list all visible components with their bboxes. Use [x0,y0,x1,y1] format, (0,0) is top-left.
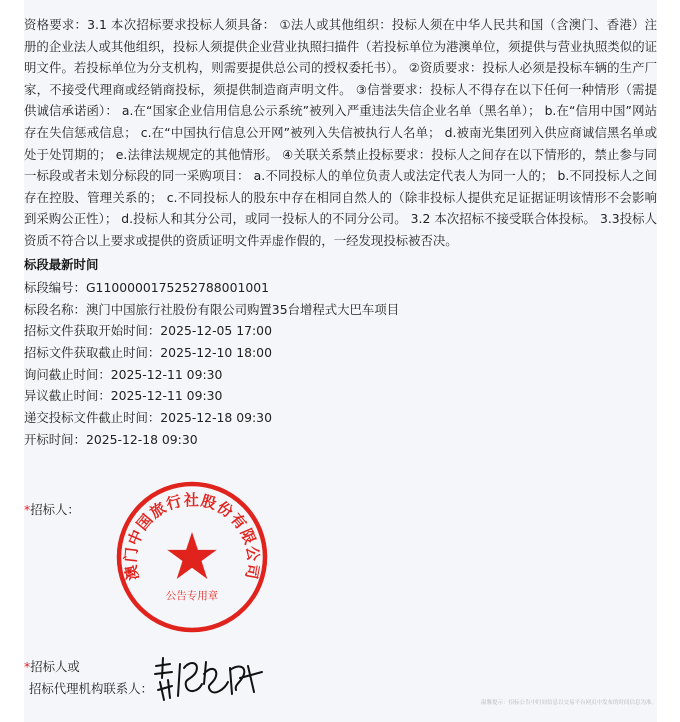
field-lot-number: 标段编号：G1100000175252788001001 [24,280,269,295]
required-star: * [24,502,31,517]
handwritten-signature [150,654,266,704]
tenderer-label-text: 招标人： [30,502,80,517]
footnote: 温馨提示：招标公告中时间信息以交易平台网页中发布的时间信息为准。 [480,700,657,706]
official-seal [113,478,271,636]
field-doc-end-time: 招标文件获取截止时间：2025-12-10 18:00 [24,345,272,360]
field-submission-deadline: 递交投标文件截止时间：2025-12-18 09:30 [24,410,272,425]
tenderer-label [24,500,80,518]
field-lot-name: 标段名称：澳门中国旅行社股份有限公司购置35台增程式大巴车项目 [24,302,400,317]
contact-label-line1: 招标人或 [30,659,80,674]
qualification-requirements: 资格要求：3.1 本次招标要求投标人须具备： ①法人或其他组织：投标人须在中华人民共和国（含澳门、香港）注册的企业法人或其他组织，投标人须提供企业营业执照扫描件（若投标单位为港澳单位，须提供与营业执照类似的证明文件。若投标单位为分支机构，则需要提供总公司的授权委托书）。 ②资质要求：投标人必须是投标车辆的生产厂家，不接受代理商或经销商投标，须提供制造商声明文件。 ③信誉要求：投标人不得存在以下任何一种情形（需提供诚信承诺函）： a.在“国家企业信用信息公示系统”被列入严重违法失信企业名单（黑名单）； b.在“信用中国”网站存在失信惩戒信息； c.在“中国执行信息公开网”被列入失信被执行人名单； d.被南光集团列入供应商诚信黑名单或处于处罚期的； e.法律法规规定的其他情形。 ④关联关系禁止投标要求：投标人之间存在以下情形的，禁止参与同一标段或者未划分标段的同一采购项目： a.不同投标人的单位负责人或法定代表人为同一人的； b.不同投标人之间存在控股、管理关系的； c.不同投标人的股东中存在相同自然人的（除非投标人提供充足证据证明该情形不会影响到采购公正性）； d.投标人和其分公司，或同一投标人的不同分公司。 3.2 本次招标不接受联合体投标。 3.3投标人资质不符合以上要求或提供的资质证明文件弄虚作假的，一经发现投标被否决。 [24,17,657,248]
field-inquiry-deadline: 询问截止时间：2025-12-11 09:30 [24,367,223,382]
announcement-panel [24,0,657,722]
contact-label [24,657,80,675]
field-opening-time: 开标时间：2025-12-18 09:30 [24,432,198,447]
seal-star-icon [167,532,216,579]
seal-ring-text: 澳门中国旅行社股份有限公司 [121,490,263,582]
field-objection-deadline: 异议截止时间：2025-12-11 09:30 [24,388,223,403]
seal-bottom-text: 公告专用章 [165,590,219,602]
field-doc-start-time: 招标文件获取开始时间：2025-12-05 17:00 [24,323,272,338]
required-star: * [24,659,31,674]
contact-label-line2: 招标代理机构联系人： [29,681,153,696]
section-title: 标段最新时间 [24,257,99,272]
